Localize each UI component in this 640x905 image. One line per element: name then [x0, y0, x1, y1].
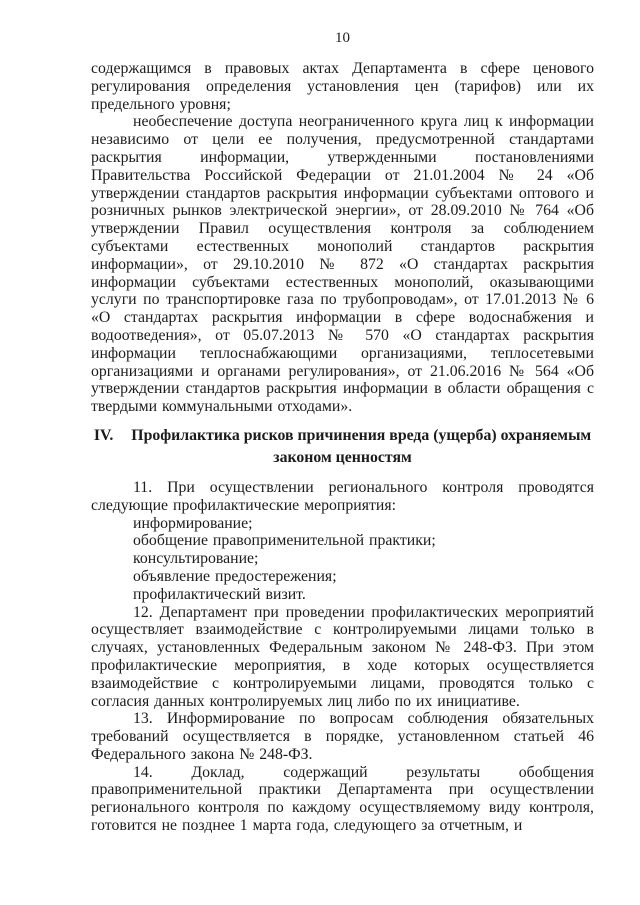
- list-item-practice-generalization: обобщение правоприменительной практики;: [133, 532, 436, 550]
- paragraph-14-report: 14. Доклад, содержащий результаты обобщения правоприменительной практики Департамента при осуществлении регионального контроля по каждому осуществляемому виду контроля, готовится не позднее 1 марта года, следующего за отчетным, и: [91, 763, 594, 835]
- list-item-informing: информирование;: [133, 514, 253, 532]
- document-body: [91, 60, 594, 835]
- paragraph-disclosure-standards: необеспечение доступа неограниченного круга лиц к информации независимо от цели ее получения, предусмотренной стандартами раскрытия информации, утвержденными постановлениями Правительства Российской Федерации от 21.01.2004 № 24 «Об утверждении стандартов раскрытия информации субъектами оптового и розничных рынков электрической энергии», от 28.09.2010 № 764 «Об утверждении Правил осуществления контроля за соблюдением субъектами естественных монополий стандартов раскрытия информации», от 29.10.2010 № 872 «О стандартах раскрытия информации субъектами естественных монополий, оказывающими услуги по транспортировке газа по трубопроводам», от 17.01.2013 № 6 «О стандартах раскрытия информации в сфере водоснабжения и водоотведения», от 05.07.2013 № 570 «О стандартах раскрытия информации теплоснабжающими организациями, теплосетевыми организациями и органами регулирования», от 21.06.2016 № 564 «Об утверждении стандартов раскрытия информации в области обращения с твердыми коммунальными отходами».: [91, 113, 594, 416]
- list-item-preventive-visit: профилактический визит.: [133, 585, 306, 603]
- paragraph-continuation-pricing: содержащимся в правовых актах Департамента в сфере ценового регулирования определения установления цен (тарифов) или их предельного уровня;: [91, 60, 594, 113]
- section-number: IV.: [93, 426, 114, 444]
- paragraph-11-preventive-measures: 11. При осуществлении регионального контроля проводятся следующие профилактические мероприятия:: [91, 478, 594, 514]
- page-number: 10: [335, 30, 350, 46]
- list-item-warning-announcement: объявление предостережения;: [133, 567, 337, 585]
- section-heading-line1: [91, 425, 594, 447]
- section-title-line1: Профилактика рисков причинения вреда (ущерба) охраняемым: [131, 426, 592, 444]
- section-title-line2: законом ценностям: [273, 448, 412, 466]
- section-heading-iv: [91, 425, 594, 469]
- list-item-consulting: консультирование;: [133, 550, 259, 568]
- paragraph-13-informing-procedure: 13. Информирование по вопросам соблюдения обязательных требований осуществляется в порядке, установленном статьей 46 Федерального закона № 248-ФЗ.: [91, 710, 594, 763]
- paragraph-12-interaction: 12. Департамент при проведении профилактических мероприятий осуществляет взаимодействие с контролируемыми лицами только в случаях, установленных Федеральным законом № 248-ФЗ. При этом профилактические мероприятия, в ходе которых осуществляется взаимодействие с контролируемыми лицами, проводятся только с согласия данных контролируемых лиц либо по их инициативе.: [91, 603, 594, 710]
